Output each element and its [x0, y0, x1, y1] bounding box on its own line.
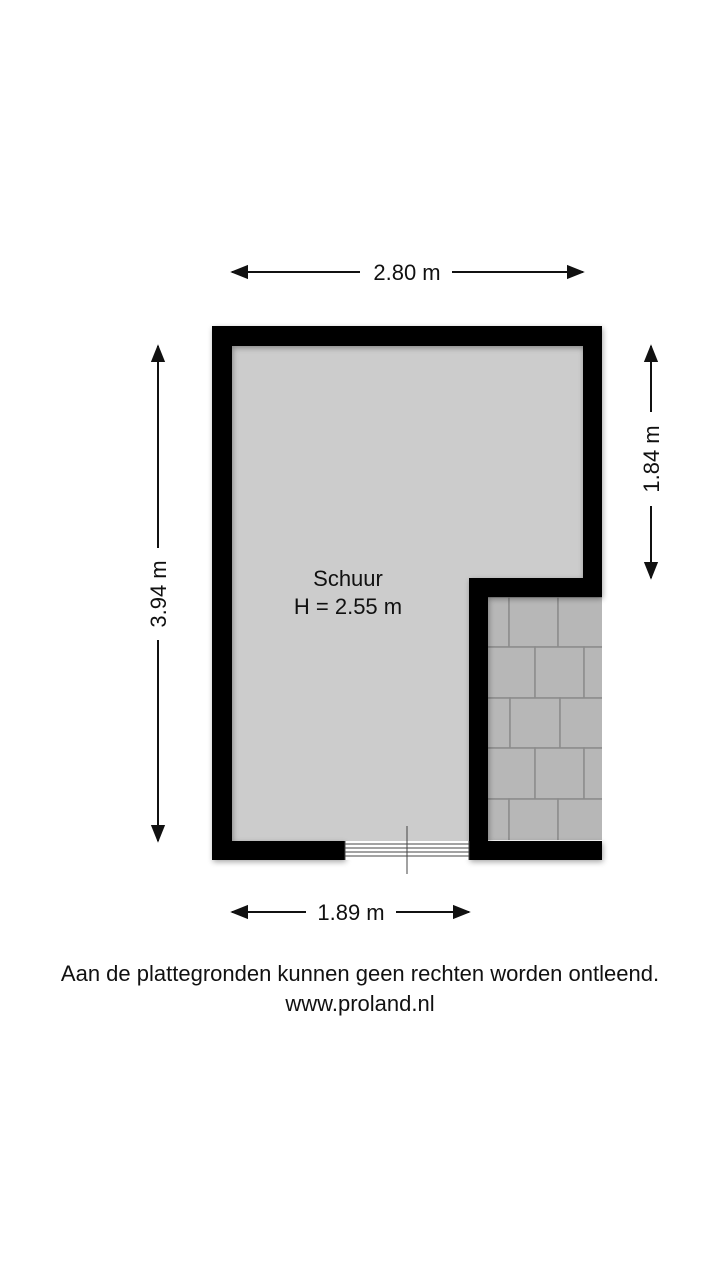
wall-bottom-right	[469, 841, 602, 860]
dimension-top-label: 2.80 m	[373, 260, 441, 285]
dimension-bottom-width	[232, 900, 469, 925]
disclaimer-text: Aan de plattegronden kunnen geen rechten worden ontleend.	[60, 961, 660, 986]
room-height: H = 2.55 m	[293, 594, 403, 619]
wall-top	[212, 326, 602, 346]
room-name: Schuur	[313, 566, 383, 591]
wall-inner-vertical	[469, 578, 488, 860]
website-text: www.proland.nl	[285, 991, 435, 1016]
dimension-left-height	[146, 346, 171, 841]
wall-right-upper	[583, 326, 602, 597]
dimension-top-width	[232, 260, 583, 285]
wall-bottom-left	[212, 841, 345, 860]
wall-left	[212, 326, 232, 860]
wall-inner-horizontal	[469, 578, 602, 597]
dimension-right-height	[639, 346, 664, 578]
dimension-right-label: 1.84 m	[639, 425, 664, 493]
dimension-bottom-label: 1.89 m	[317, 900, 385, 925]
dimension-left-label: 3.94 m	[146, 560, 171, 628]
